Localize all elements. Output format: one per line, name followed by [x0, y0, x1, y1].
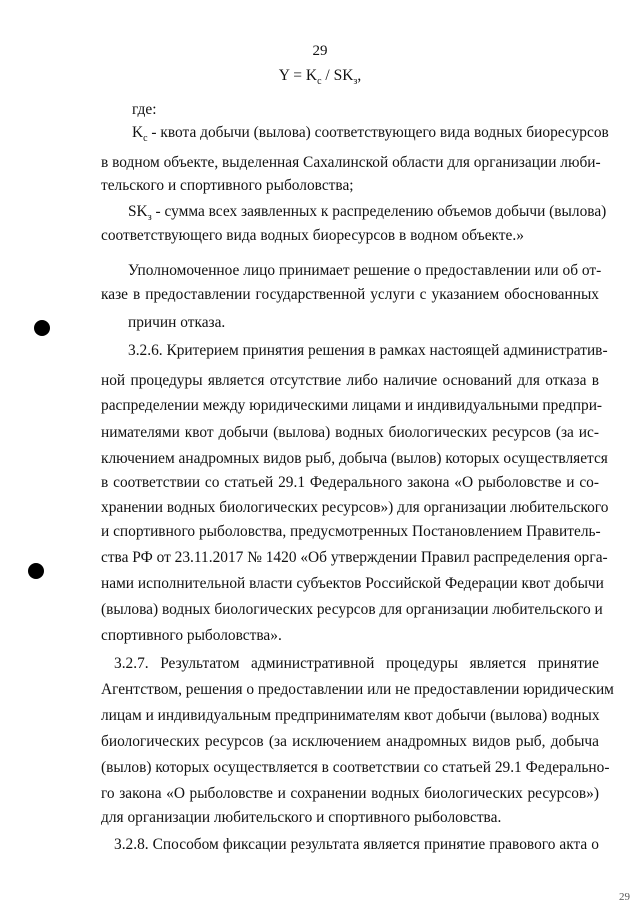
- line-text: в соответствии со статьей 29.1 Федерального закона «О рыболовстве и со-: [101, 474, 599, 491]
- text-line: [101, 681, 614, 699]
- text-line: [114, 836, 599, 854]
- line-text: причин отказа.: [128, 314, 226, 331]
- line-text-tail: - квота добычи (вылова) соответствующего вида водных биоресурсов: [147, 124, 609, 141]
- line-text: тельского и спортивного рыболовства;: [101, 177, 354, 194]
- text-line: [128, 342, 608, 360]
- text-line: [101, 450, 608, 468]
- line-text: 3.2.7. Результатом административной процедуры является принятие: [114, 655, 599, 672]
- text-line: [101, 227, 599, 245]
- text-line: [128, 314, 599, 332]
- line-text: нами исполнительной власти субъектов Российской Федерации квот добычи: [101, 575, 604, 592]
- text-line: [128, 203, 607, 224]
- punch-hole-mark: [28, 563, 44, 579]
- text-line: [101, 154, 599, 172]
- text-line: [101, 177, 599, 195]
- formula-lhs: Y = K: [278, 67, 318, 84]
- line-text: распределении между юридическими лицами и индивидуальными предпри-: [101, 397, 603, 414]
- line-text: соответствующего вида водных биоресурсов в водном объекте.»: [101, 227, 524, 244]
- line-text: нимателями квот добычи (вылова) водных биологических ресурсов (за ис-: [101, 424, 599, 441]
- text-line: [101, 759, 610, 777]
- line-text: (вылова) водных биологических ресурсов для организации любительского и: [101, 601, 603, 618]
- line-text: где:: [132, 101, 157, 118]
- line-text: (вылов) которых осуществляется в соответствии со статьей 29.1 Федерально-: [101, 759, 610, 776]
- line-text: ства РФ от 23.11.2017 № 1420 «Об утверждении Правил распределения орга-: [101, 549, 608, 566]
- line-text: спортивного рыболовства».: [101, 627, 282, 644]
- formula-sub-z: з: [353, 76, 358, 88]
- text-line: [101, 474, 599, 492]
- text-line: [132, 101, 599, 119]
- line-text: казе в предоставлении государственной услуги с указанием обоснованных: [101, 286, 599, 303]
- punch-hole-mark: [34, 320, 50, 336]
- line-text: и спортивного рыболовства, предусмотренных Постановлением Правитель-: [101, 523, 601, 540]
- text-line: [101, 733, 599, 751]
- formula-sub-c: c: [317, 76, 322, 88]
- line-text: Уполномоченное лицо принимает решение о предоставлении или об от-: [128, 262, 602, 279]
- line-text: для организации любительского и спортивного рыболовства.: [101, 809, 502, 826]
- line-text: ной процедуры является отсутствие либо наличие оснований для отказа в: [101, 372, 599, 389]
- text-line: [101, 575, 604, 593]
- text-line: [101, 809, 599, 827]
- line-text: ключением анадромных видов рыб, добыча (вылов) которых осуществляется: [101, 450, 608, 467]
- text-line: [101, 627, 599, 645]
- line-text: 3.2.8. Способом фиксации результата является принятие правового акта о: [114, 836, 599, 853]
- subscript: з: [147, 212, 152, 224]
- line-text: K: [132, 124, 144, 141]
- formula-mid: / SK: [321, 67, 354, 84]
- text-line: [101, 549, 608, 567]
- text-line: [101, 523, 599, 541]
- line-text-tail: - сумма всех заявленных к распределению объемов добычи (вылова): [151, 203, 607, 220]
- line-text: 3.2.6. Критерием принятия решения в рамках настоящей административ-: [128, 342, 608, 359]
- text-line: [128, 262, 602, 280]
- text-line: [132, 124, 609, 145]
- text-line: [114, 655, 599, 673]
- page-number: 29: [312, 43, 328, 59]
- text-line: [101, 286, 599, 304]
- text-line: [101, 372, 599, 390]
- line-text: SK: [128, 203, 148, 220]
- subscript: c: [143, 133, 148, 145]
- line-text: го закона «О рыболовстве и сохранении водных биологических ресурсов»): [101, 785, 599, 802]
- text-line: [101, 397, 603, 415]
- text-line: [101, 707, 599, 725]
- line-text: в водном объекте, выделенная Сахалинской области для организации люби-: [101, 154, 601, 171]
- corner-mark: 29: [619, 891, 630, 903]
- text-line: [101, 785, 599, 803]
- line-text: лицам и индивидуальным предпринимателям квот добычи (вылова) водных: [101, 707, 600, 724]
- text-line: [101, 499, 609, 517]
- text-line: [101, 601, 603, 619]
- line-text: биологических ресурсов (за исключением анадромных видов рыб, добыча: [101, 733, 599, 750]
- text-line: [101, 424, 599, 442]
- line-text: хранении водных биологических ресурсов») для организации любительского: [101, 499, 609, 516]
- line-text: Агентством, решения о предоставлении или не предоставлении юридическим: [101, 681, 614, 698]
- formula-tail: ,: [357, 67, 362, 84]
- formula: [0, 67, 640, 87]
